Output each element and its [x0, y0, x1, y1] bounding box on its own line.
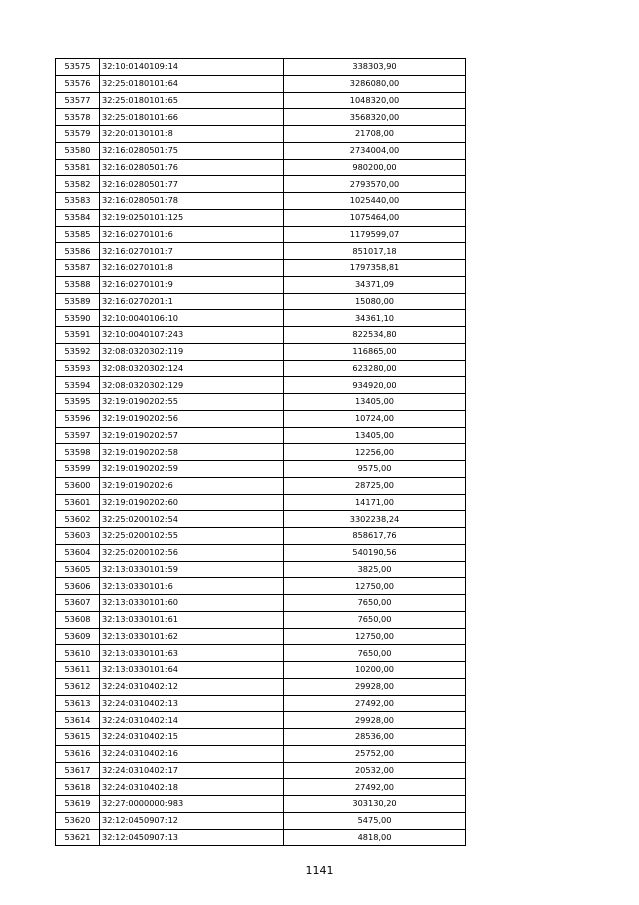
- cadastral-number-cell: 32:13:0330101:6: [100, 578, 284, 595]
- table-row: [56, 159, 466, 176]
- cadastral-number-cell: 32:19:0250101:125: [100, 209, 284, 226]
- cadastral-number-cell: 32:16:0270101:7: [100, 243, 284, 260]
- cadastral-number-cell: 32:24:0310402:15: [100, 729, 284, 746]
- cadastral-value-cell: 34371,09: [284, 276, 466, 293]
- row-number-cell: 53591: [56, 327, 100, 344]
- cadastral-number-cell: 32:25:0200102:54: [100, 511, 284, 528]
- cadastral-number-cell: 32:08:0320302:124: [100, 360, 284, 377]
- row-number-cell: 53620: [56, 812, 100, 829]
- row-number-cell: 53612: [56, 678, 100, 695]
- cadastral-number-cell: 32:13:0330101:61: [100, 611, 284, 628]
- row-number-cell: 53583: [56, 193, 100, 210]
- cadastral-number-cell: 32:13:0330101:64: [100, 662, 284, 679]
- page-number: 1141: [305, 864, 334, 877]
- table-row: [56, 226, 466, 243]
- cadastral-number-cell: 32:19:0190202:6: [100, 477, 284, 494]
- table-row: [56, 628, 466, 645]
- row-number-cell: 53596: [56, 410, 100, 427]
- row-number-cell: 53613: [56, 695, 100, 712]
- table-row: [56, 193, 466, 210]
- table-row: [56, 343, 466, 360]
- row-number-cell: 53578: [56, 109, 100, 126]
- cadastral-value-cell: 934920,00: [284, 377, 466, 394]
- cadastral-number-cell: 32:16:0270101:6: [100, 226, 284, 243]
- table-row: [56, 779, 466, 796]
- table-row: [56, 494, 466, 511]
- cadastral-value-cell: 4818,00: [284, 829, 466, 846]
- cadastral-number-cell: 32:24:0310402:17: [100, 762, 284, 779]
- table-row: [56, 544, 466, 561]
- row-number-cell: 53602: [56, 511, 100, 528]
- cadastral-value-cell: 12750,00: [284, 628, 466, 645]
- cadastral-number-cell: 32:25:0200102:56: [100, 544, 284, 561]
- table-row: [56, 360, 466, 377]
- cadastral-value-cell: 9575,00: [284, 461, 466, 478]
- cadastral-number-cell: 32:24:0310402:14: [100, 712, 284, 729]
- cadastral-number-cell: 32:16:0270101:9: [100, 276, 284, 293]
- row-number-cell: 53608: [56, 611, 100, 628]
- cadastral-value-cell: 5475,00: [284, 812, 466, 829]
- table-row: [56, 611, 466, 628]
- table-row: [56, 712, 466, 729]
- cadastral-number-cell: 32:25:0200102:55: [100, 528, 284, 545]
- table-row: [56, 142, 466, 159]
- table-row: [56, 75, 466, 92]
- table-row: [56, 293, 466, 310]
- table-row: [56, 92, 466, 109]
- cadastral-value-cell: 2734004,00: [284, 142, 466, 159]
- cadastral-number-cell: 32:13:0330101:59: [100, 561, 284, 578]
- cadastral-number-cell: 32:16:0270101:8: [100, 260, 284, 277]
- cadastral-value-cell: 858617,76: [284, 528, 466, 545]
- row-number-cell: 53609: [56, 628, 100, 645]
- cadastral-number-cell: 32:19:0190202:56: [100, 410, 284, 427]
- row-number-cell: 53619: [56, 796, 100, 813]
- cadastral-value-cell: 980200,00: [284, 159, 466, 176]
- row-number-cell: 53604: [56, 544, 100, 561]
- row-number-cell: 53592: [56, 343, 100, 360]
- cadastral-value-cell: 28725,00: [284, 477, 466, 494]
- cadastral-value-cell: 1025440,00: [284, 193, 466, 210]
- row-number-cell: 53597: [56, 427, 100, 444]
- table-row: [56, 578, 466, 595]
- cadastral-number-cell: 32:19:0190202:58: [100, 444, 284, 461]
- cadastral-number-cell: 32:24:0310402:16: [100, 745, 284, 762]
- row-number-cell: 53584: [56, 209, 100, 226]
- row-number-cell: 53617: [56, 762, 100, 779]
- cadastral-number-cell: 32:16:0280501:75: [100, 142, 284, 159]
- table-row: [56, 477, 466, 494]
- cadastral-number-cell: 32:10:0040106:10: [100, 310, 284, 327]
- cadastral-number-cell: 32:16:0280501:78: [100, 193, 284, 210]
- cadastral-number-cell: 32:19:0190202:57: [100, 427, 284, 444]
- row-number-cell: 53621: [56, 829, 100, 846]
- table-row: [56, 243, 466, 260]
- row-number-cell: 53603: [56, 528, 100, 545]
- cadastral-value-cell: 13405,00: [284, 394, 466, 411]
- table-row: [56, 561, 466, 578]
- table-row: [56, 528, 466, 545]
- cadastral-number-cell: 32:16:0270201:1: [100, 293, 284, 310]
- table-row: [56, 126, 466, 143]
- cadastral-number-cell: 32:13:0330101:60: [100, 595, 284, 612]
- cadastral-number-cell: 32:24:0310402:13: [100, 695, 284, 712]
- row-number-cell: 53605: [56, 561, 100, 578]
- cadastral-value-cell: 851017,18: [284, 243, 466, 260]
- row-number-cell: 53585: [56, 226, 100, 243]
- cadastral-value-cell: 29928,00: [284, 712, 466, 729]
- cadastral-number-cell: 32:25:0180101:64: [100, 75, 284, 92]
- cadastral-value-cell: 25752,00: [284, 745, 466, 762]
- cadastral-value-cell: 14171,00: [284, 494, 466, 511]
- table-row: [56, 427, 466, 444]
- table-row: [56, 410, 466, 427]
- cadastral-value-cell: 2793570,00: [284, 176, 466, 193]
- cadastral-value-cell: 1797358,81: [284, 260, 466, 277]
- cadastral-number-cell: 32:27:0000000:983: [100, 796, 284, 813]
- table-row: [56, 444, 466, 461]
- cadastral-value-cell: 10200,00: [284, 662, 466, 679]
- cadastral-number-cell: 32:10:0040107:243: [100, 327, 284, 344]
- table-row: [56, 762, 466, 779]
- cadastral-value-cell: 34361,10: [284, 310, 466, 327]
- table-row: [56, 511, 466, 528]
- cadastral-number-cell: 32:24:0310402:12: [100, 678, 284, 695]
- cadastral-value-cell: 623280,00: [284, 360, 466, 377]
- cadastral-value-cell: 3286080,00: [284, 75, 466, 92]
- table-row: [56, 461, 466, 478]
- cadastral-value-cell: 12256,00: [284, 444, 466, 461]
- table-row: [56, 209, 466, 226]
- table-row: [56, 377, 466, 394]
- cadastral-number-cell: 32:08:0320302:129: [100, 377, 284, 394]
- table-row: [56, 662, 466, 679]
- cadastral-value-cell: 303130,20: [284, 796, 466, 813]
- row-number-cell: 53579: [56, 126, 100, 143]
- cadastral-value-cell: 3825,00: [284, 561, 466, 578]
- cadastral-number-cell: 32:08:0320302:119: [100, 343, 284, 360]
- row-number-cell: 53586: [56, 243, 100, 260]
- table-row: [56, 812, 466, 829]
- cadastral-value-cell: 1179599,07: [284, 226, 466, 243]
- row-number-cell: 53595: [56, 394, 100, 411]
- cadastral-value-cell: 10724,00: [284, 410, 466, 427]
- table-row: [56, 796, 466, 813]
- cadastral-value-cell: 7650,00: [284, 611, 466, 628]
- row-number-cell: 53601: [56, 494, 100, 511]
- row-number-cell: 53606: [56, 578, 100, 595]
- cadastral-value-cell: 15080,00: [284, 293, 466, 310]
- row-number-cell: 53594: [56, 377, 100, 394]
- table-row: [56, 260, 466, 277]
- table-body: [56, 59, 466, 846]
- cadastral-number-cell: 32:25:0180101:65: [100, 92, 284, 109]
- row-number-cell: 53575: [56, 59, 100, 76]
- cadastral-number-cell: 32:13:0330101:62: [100, 628, 284, 645]
- table-row: [56, 645, 466, 662]
- row-number-cell: 53607: [56, 595, 100, 612]
- table-row: [56, 59, 466, 76]
- table-row: [56, 327, 466, 344]
- table-row: [56, 109, 466, 126]
- cadastral-number-cell: 32:12:0450907:13: [100, 829, 284, 846]
- row-number-cell: 53610: [56, 645, 100, 662]
- cadastral-value-cell: 7650,00: [284, 595, 466, 612]
- cadastral-value-cell: 1048320,00: [284, 92, 466, 109]
- cadastral-value-cell: 27492,00: [284, 779, 466, 796]
- cadastral-value-cell: 540190,56: [284, 544, 466, 561]
- cadastral-value-cell: 29928,00: [284, 678, 466, 695]
- cadastral-number-cell: 32:24:0310402:18: [100, 779, 284, 796]
- cadastral-number-cell: 32:19:0190202:59: [100, 461, 284, 478]
- cadastral-value-cell: 27492,00: [284, 695, 466, 712]
- row-number-cell: 53618: [56, 779, 100, 796]
- cadastral-number-cell: 32:19:0190202:60: [100, 494, 284, 511]
- table-row: [56, 394, 466, 411]
- row-number-cell: 53616: [56, 745, 100, 762]
- table-row: [56, 829, 466, 846]
- cadastral-value-cell: 21708,00: [284, 126, 466, 143]
- cadastral-value-cell: 3302238,24: [284, 511, 466, 528]
- table-row: [56, 310, 466, 327]
- row-number-cell: 53599: [56, 461, 100, 478]
- row-number-cell: 53593: [56, 360, 100, 377]
- cadastral-value-cell: 20532,00: [284, 762, 466, 779]
- row-number-cell: 53576: [56, 75, 100, 92]
- row-number-cell: 53587: [56, 260, 100, 277]
- cadastral-value-cell: 28536,00: [284, 729, 466, 746]
- row-number-cell: 53611: [56, 662, 100, 679]
- cadastral-value-cell: 13405,00: [284, 427, 466, 444]
- row-number-cell: 53590: [56, 310, 100, 327]
- cadastral-value-cell: 12750,00: [284, 578, 466, 595]
- row-number-cell: 53615: [56, 729, 100, 746]
- row-number-cell: 53580: [56, 142, 100, 159]
- row-number-cell: 53577: [56, 92, 100, 109]
- table-row: [56, 276, 466, 293]
- cadastral-value-cell: 1075464,00: [284, 209, 466, 226]
- cadastral-number-cell: 32:16:0280501:76: [100, 159, 284, 176]
- row-number-cell: 53614: [56, 712, 100, 729]
- cadastral-value-cell: 338303,90: [284, 59, 466, 76]
- cadastral-value-cell: 822534,80: [284, 327, 466, 344]
- cadastral-value-table: [55, 58, 466, 846]
- table-row: [56, 745, 466, 762]
- cadastral-number-cell: 32:10:0140109:14: [100, 59, 284, 76]
- row-number-cell: 53581: [56, 159, 100, 176]
- cadastral-value-cell: 116865,00: [284, 343, 466, 360]
- table-row: [56, 595, 466, 612]
- cadastral-number-cell: 32:19:0190202:55: [100, 394, 284, 411]
- row-number-cell: 53588: [56, 276, 100, 293]
- cadastral-number-cell: 32:12:0450907:12: [100, 812, 284, 829]
- table-row: [56, 729, 466, 746]
- table-row: [56, 176, 466, 193]
- row-number-cell: 53598: [56, 444, 100, 461]
- cadastral-number-cell: 32:20:0130101:8: [100, 126, 284, 143]
- cadastral-value-cell: 7650,00: [284, 645, 466, 662]
- row-number-cell: 53589: [56, 293, 100, 310]
- cadastral-number-cell: 32:16:0280501:77: [100, 176, 284, 193]
- table-row: [56, 695, 466, 712]
- cadastral-value-cell: 3568320,00: [284, 109, 466, 126]
- cadastral-number-cell: 32:13:0330101:63: [100, 645, 284, 662]
- table-row: [56, 678, 466, 695]
- cadastral-number-cell: 32:25:0180101:66: [100, 109, 284, 126]
- row-number-cell: 53582: [56, 176, 100, 193]
- row-number-cell: 53600: [56, 477, 100, 494]
